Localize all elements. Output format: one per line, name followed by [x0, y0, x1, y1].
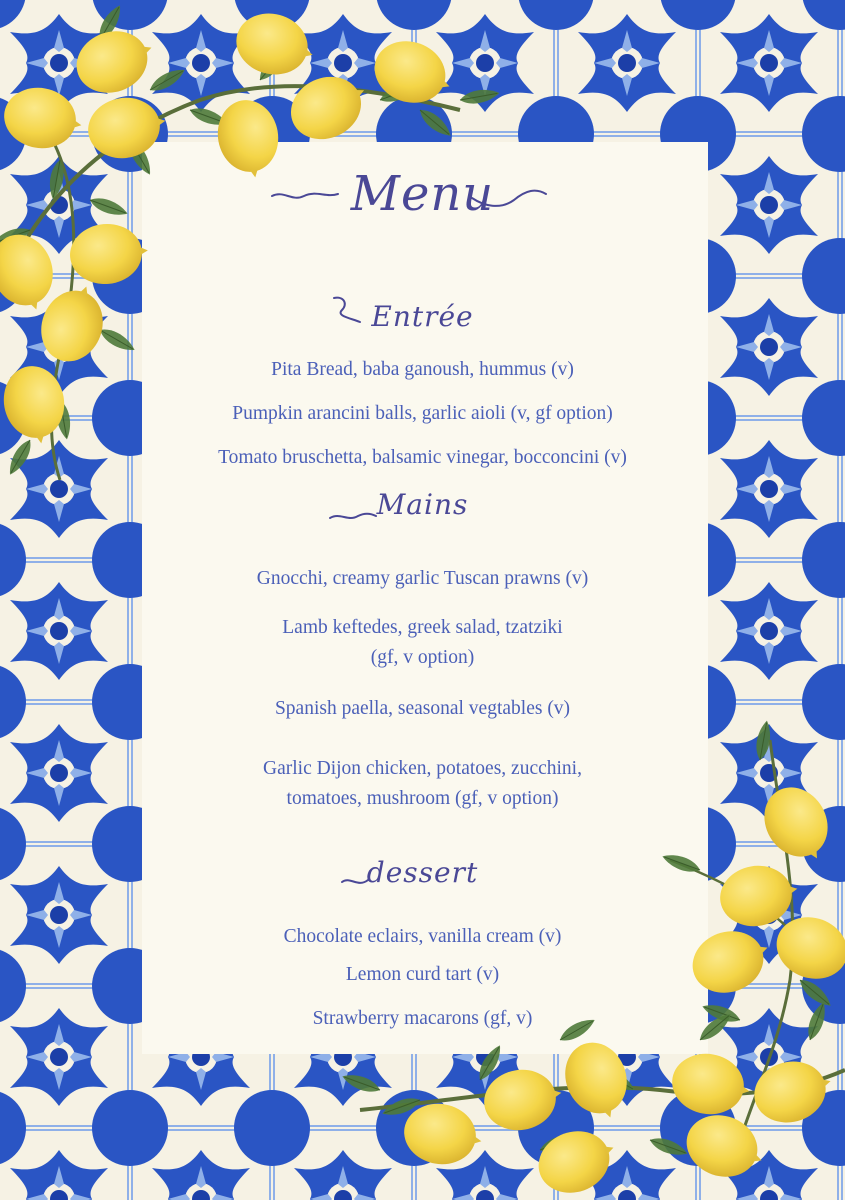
section-heading-dessert: dessert — [366, 856, 479, 889]
menu-item: Garlic Dijon chicken, potatoes, zucchini, tomatoes, mushroom (gf, v option) — [263, 758, 582, 809]
menu-item: Pumpkin arancini balls, garlic aioli (v, gf option) — [232, 403, 613, 424]
entree-flourish — [330, 292, 370, 332]
menu-item: Spanish paella, seasonal vegtables (v) — [274, 698, 571, 719]
menu-item: Chocolate eclairs, vanilla cream (v) — [283, 926, 562, 947]
title-flourish-left — [270, 180, 340, 210]
section-heading-entree: Entrée — [371, 300, 474, 333]
menu-item: Gnocchi, creamy garlic Tuscan prawns (v) — [256, 568, 589, 589]
menu-item: Strawberry macarons (gf, v) — [312, 1008, 533, 1029]
menu-item: Lemon curd tart (v) — [345, 964, 500, 985]
dessert-flourish — [340, 872, 370, 892]
section-heading-mains: Mains — [376, 488, 469, 521]
menu-title: Menu — [350, 166, 495, 222]
title-flourish-right — [470, 180, 550, 220]
menu-panel — [142, 142, 708, 1054]
mains-flourish — [328, 504, 378, 528]
menu-item: Tomato bruschetta, balsamic vinegar, bocconcini (v) — [218, 447, 627, 468]
menu-item: Pita Bread, baba ganoush, hummus (v) — [271, 359, 574, 380]
menu-item: Lamb keftedes, greek salad, tzatziki (gf, v option) — [282, 617, 563, 668]
